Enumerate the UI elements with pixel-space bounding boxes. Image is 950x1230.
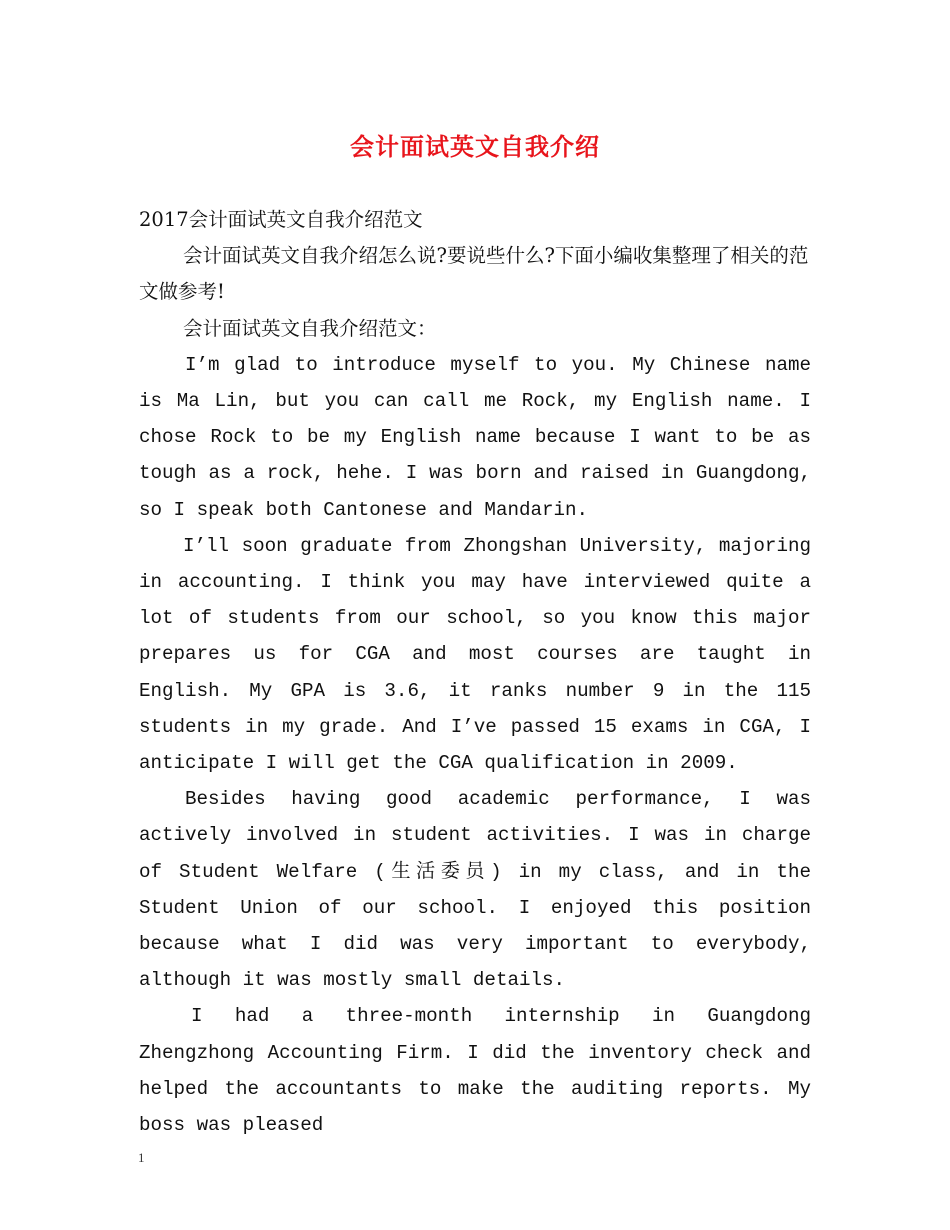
- paragraph-internship: I had a three-month internship in Guangdong Zhengzhong Accounting Firm. I did the inventory check and helped the accountants to make the auditing reports. My boss was pleased: [139, 1005, 811, 1137]
- paragraph-education: I’ll soon graduate from Zhongshan University, majoring in accounting. I think you may have interviewed quite a lot of students from our school, so you know this major prepares us for CGA and most courses are taught in English. My GPA is 3.6, it ranks number 9 in the 115 students in my grade. And I’ve passed 15 exams in CGA, I anticipate I will get the CGA qualification in 2009.: [139, 534, 811, 775]
- paragraph-activities: Besides having good academic performance, I was actively involved in student activities. I was in charge of Student Welfare (生活委员) in my class, and in the Student Union of our school. I enjoyed this position because what I did was very important to everybody, although it was mostly small details.: [139, 788, 811, 992]
- subtitle-line: 2017会计面试英文自我介绍范文: [139, 208, 423, 231]
- paragraph-introduction: I’m glad to introduce myself to you. My Chinese name is Ma Lin, but you can call me Rock, my English name. I chose Rock to be my English name because I want to be as tough as a rock, hehe. I was born and raised in Guangdong, so I speak both Cantonese and Mandarin.: [139, 353, 811, 521]
- sample-heading: 会计面试英文自我介绍范文：: [183, 316, 437, 340]
- page-number: 1: [138, 1150, 145, 1165]
- document-title: 会计面试英文自我介绍: [350, 132, 600, 161]
- document-body: [139, 202, 811, 1143]
- intro-paragraph: 会计面试英文自我介绍怎么说?要说些什么?下面小编收集整理了相关的范文做参考!: [139, 244, 809, 304]
